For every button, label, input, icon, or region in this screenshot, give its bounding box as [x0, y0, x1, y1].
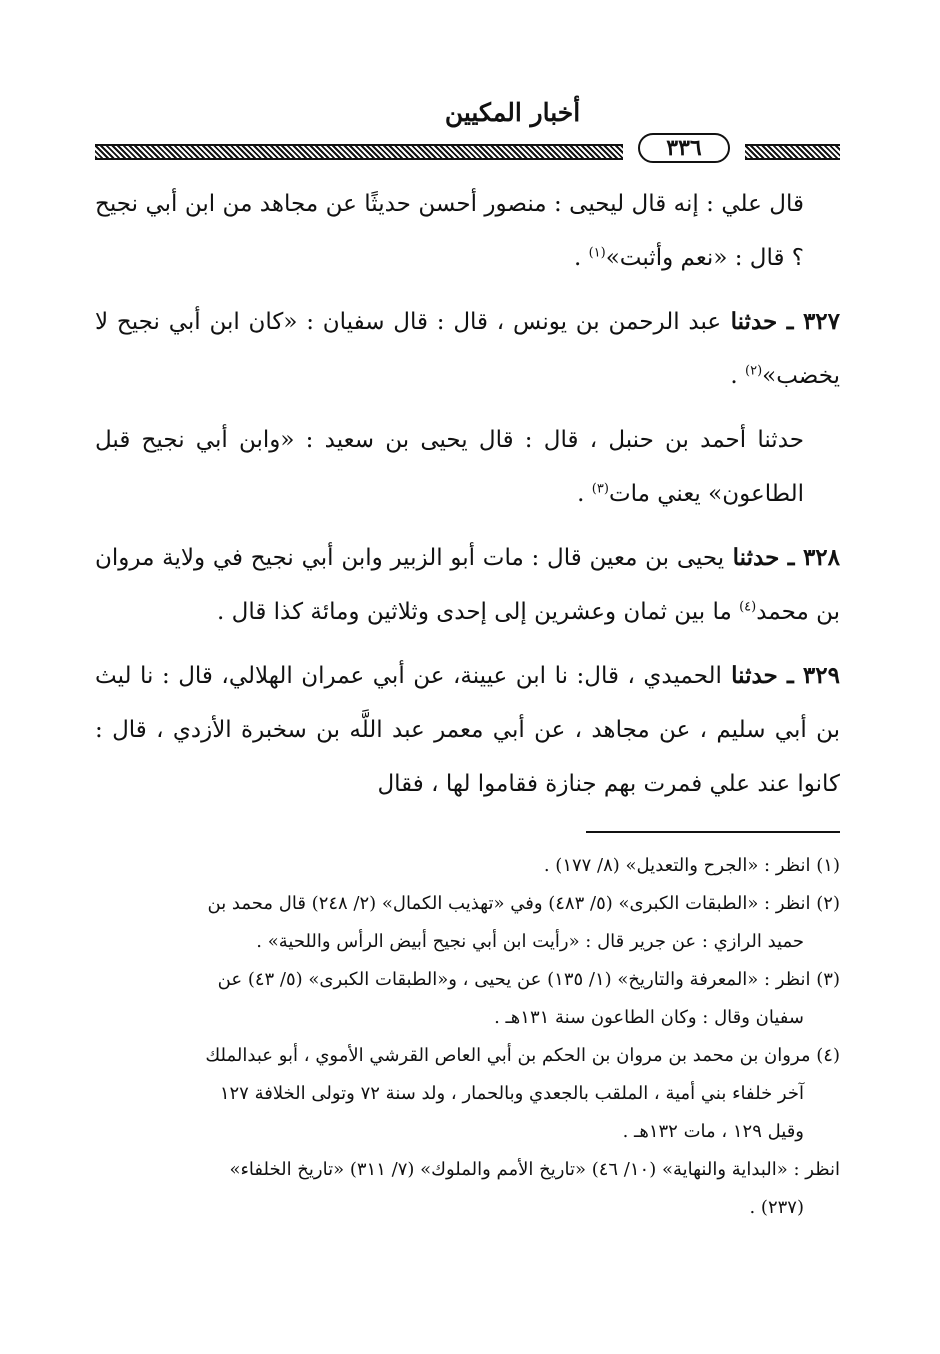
footnote-line: (٢) انظر : «الطبقات الكبرى» (٥/ ٤٨٣) وفي «تهذيب الكمال» (٢/ ٢٤٨) قال محمد بن	[207, 893, 840, 914]
text-run: عبد الرحمن بن يونس ، قال : قال سفيان : «كان ابن أبي نجيح لا يخضب»	[95, 309, 840, 389]
footnote-ref: (٤)	[739, 599, 757, 615]
footnotes	[95, 847, 840, 1227]
text-run: ما بين ثمان وعشرين إلى إحدى وثلاثين ومائة كذا قال .	[217, 599, 740, 625]
footnote-ref: (١)	[588, 245, 606, 261]
text-run: .	[577, 481, 592, 507]
footnote-line: (٣) انظر : «المعرفة والتاريخ» (١/ ١٣٥) عن يحيى ، و«الطبقات الكبرى» (٥/ ٤٣) عن	[217, 969, 840, 990]
paragraph	[95, 531, 840, 639]
running-title: أخبار المكيين	[444, 98, 581, 127]
footnote-separator	[586, 831, 840, 833]
footnote-ref: (٣)	[591, 481, 609, 497]
paragraph	[95, 649, 840, 811]
text-run: قال علي : إنه قال ليحيى : منصور أحسن حديثًا عن مجاهد من ابن أبي نجيح ؟ قال : «نعم وأثبت»	[95, 191, 804, 271]
header-ornament-left	[95, 144, 623, 160]
text-run: يحيى بن معين قال : مات أبو الزبير وابن أبي نجيح في ولاية مروان بن محمد	[95, 545, 840, 625]
text-run: الحميدي ، قال: نا ابن عيينة، عن أبي عمران الهلالي، قال : نا ليث بن أبي سليم ، عن مجاهد ، عن أبي معمر عبد اللَّه بن سخبرة الأزدي ، قال : كانوا عند علي فمرت بهم جنازة فقاموا لها ، فقال	[95, 663, 840, 797]
hadith-formula: ـ حدثنا	[721, 662, 803, 689]
footnote-line: (٤) مروان بن محمد بن مروان بن الحكم بن أبي العاص القرشي الأموي ، أبو عبدالملك	[205, 1045, 840, 1066]
footnote-line: (٢٣٧) .	[749, 1197, 804, 1218]
footnote-ref: (٢)	[745, 363, 763, 379]
footnote-line: آخر خلفاء بني أمية ، الملقب بالجعدي وبالحمار ، ولد سنة ٧٢ وتولى الخلافة ١٢٧	[219, 1083, 804, 1104]
main-text	[95, 177, 840, 811]
header-ornament-right	[745, 144, 840, 160]
entry-number: ٣٢٨	[802, 544, 840, 571]
footnote-line: حميد الرازي : عن جرير قال : «رأيت ابن أبي نجيح أبيض الرأس واللحية» .	[256, 931, 804, 952]
header-rule	[95, 133, 840, 167]
footnote-line: سفيان وقال : وكان الطاعون سنة ١٣١هـ .	[494, 1007, 804, 1028]
footnote-line: (١) انظر : «الجرح والتعديل» (٨/ ١٧٧) .	[543, 855, 840, 876]
footnote	[95, 961, 840, 1037]
text-run: حدثنا أحمد بن حنبل ، قال : قال يحيى بن سعيد : «وابن أبي نجيح قبل الطاعون» يعني مات	[95, 427, 804, 507]
footnote-line: انظر : «البداية والنهاية» (١٠/ ٤٦) «تاريخ الأمم والملوك» (٧/ ٣١١) «تاريخ الخلفاء»	[229, 1159, 840, 1180]
footnote	[95, 1037, 840, 1227]
paragraph	[95, 413, 840, 521]
book-page	[95, 95, 840, 1227]
paragraph	[95, 295, 840, 403]
hadith-formula: ـ حدثنا	[721, 308, 803, 335]
footnote-line: وقيل ١٢٩ ، مات ١٣٢هـ .	[622, 1121, 804, 1142]
text-run: .	[730, 363, 745, 389]
entry-number: ٣٢٧	[802, 308, 840, 335]
paragraph	[95, 177, 840, 285]
entry-number: ٣٢٩	[802, 662, 840, 689]
footnote	[95, 885, 840, 961]
page-number: ٣٣٦	[638, 133, 730, 163]
text-run: .	[573, 245, 589, 271]
hadith-formula: ـ حدثنا	[724, 544, 803, 571]
footnote	[95, 847, 840, 885]
